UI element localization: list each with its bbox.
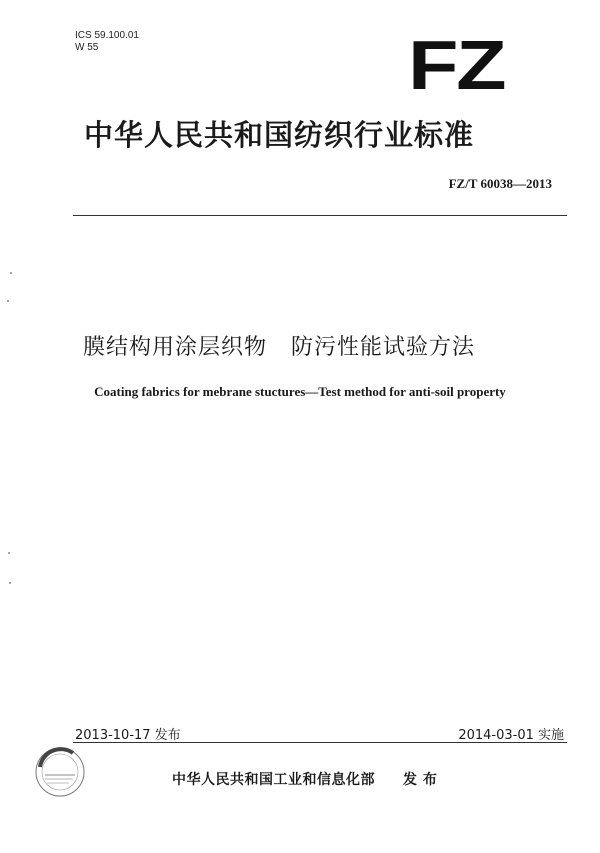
bottom-divider xyxy=(73,742,567,743)
standard-number: FZ/T 60038—2013 xyxy=(448,176,552,191)
classification-codes xyxy=(75,30,139,54)
release-date: 2013-10-17 发布 xyxy=(75,728,181,743)
issue-label: 发 布 xyxy=(403,772,438,788)
circular-stamp-icon xyxy=(33,745,87,799)
scan-speck xyxy=(7,300,9,302)
scan-speck xyxy=(8,552,10,554)
ccs-code: W 55 xyxy=(75,42,99,53)
document-title-zh xyxy=(83,330,475,361)
publisher-name: 中华人民共和国工业和信息化部 xyxy=(172,772,375,788)
fz-logo: FZ xyxy=(408,26,505,104)
document-title-en: Coating fabrics for mebrane stuctures—Test method for anti-soil property xyxy=(94,384,506,399)
scan-speck xyxy=(10,272,12,274)
publisher xyxy=(172,769,437,789)
document-title-zh-part1: 膜结构用涂层织物 xyxy=(83,335,268,360)
top-divider xyxy=(73,215,567,216)
document-title-zh-part2: 防污性能试验方法 xyxy=(291,335,476,360)
ics-code: ICS 59.100.01 xyxy=(75,30,139,41)
standard-title: 中华人民共和国纺织行业标准 xyxy=(84,118,475,152)
implementation-date: 2014-03-01 实施 xyxy=(458,728,564,743)
scan-speck xyxy=(9,582,11,584)
